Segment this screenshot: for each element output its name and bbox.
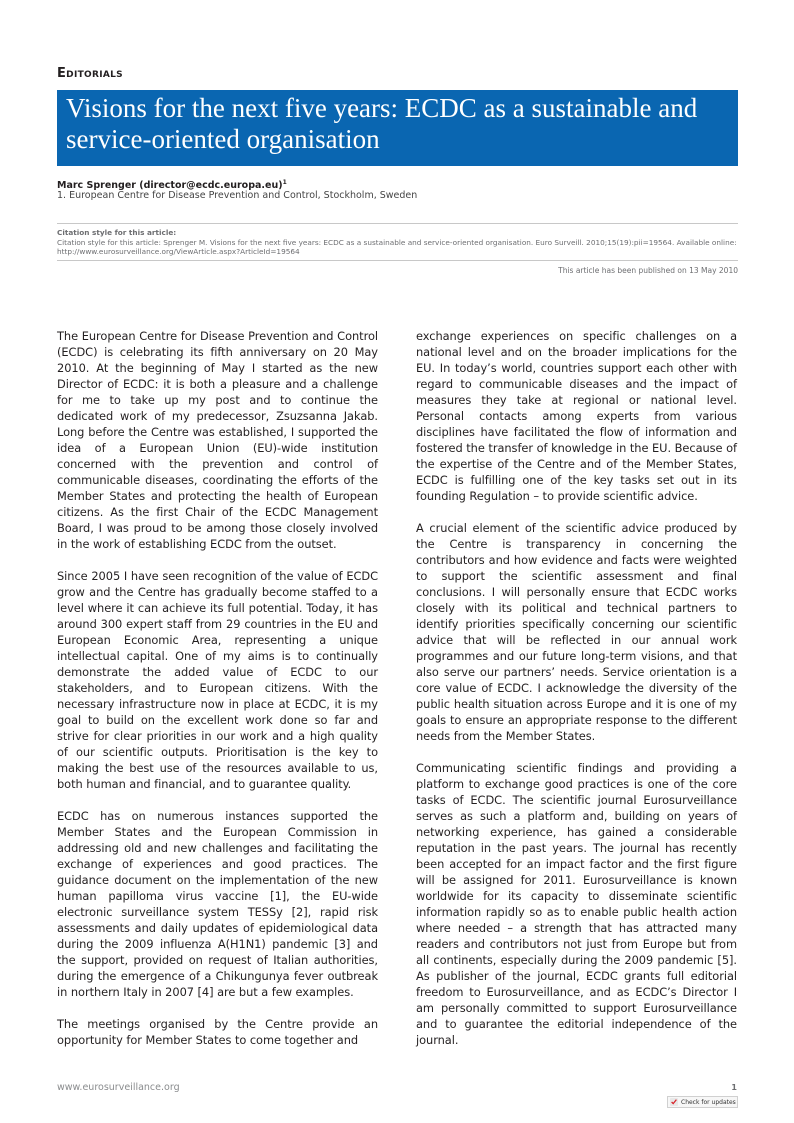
citation-block <box>57 228 738 257</box>
body-column-left <box>57 328 378 1064</box>
footer-url[interactable]: www.eurosurveillance.org <box>57 1082 180 1093</box>
body-column-right <box>416 328 737 1064</box>
paragraph: Since 2005 I have seen recognition of the value of ECDC grow and the Centre has gradually become staffed to a level where it can achieve its full potential. Today, it has around 300 expert staff from 29 countries in the EU and European Economic Area, representing a unique intellectual capital. One of my aims is to continually demonstrate the added value of ECDC to our stakeholders, and to European citizens. With the necessary infrastructure now in place at ECDC, it is my goal to build on the excellent work done so far and strive for clear priorities in our work and a high quality of our scientific outputs. Prioritisation is the key to making the best use of the resources available to us, both human and financial, and to guarantee quality. <box>57 569 378 791</box>
divider <box>57 223 738 224</box>
paragraph: The European Centre for Disease Prevention and Control (ECDC) is celebrating its fifth anniversary on 20 May 2010. At the beginning of May I started as the new Director of ECDC: it is both a pleasure and a challenge for me to take up my post and to continue the dedicated work of my predecessor, Zsuzsanna Jakab. Long before the Centre was established, I supported the idea of a European Union (EU)-wide institution concerned with the prevention and control of communicable diseases, coordinating the efforts of the Member States and protecting the health of European citizens. As the first Chair of the ECDC Management Board, I was proud to be among those closely involved in the work of establishing ECDC from the outset. <box>57 329 378 551</box>
author-affiliation-marker: 1 <box>282 179 287 186</box>
paragraph: The meetings organised by the Centre provide an opportunity for Member States to come together and <box>57 1017 378 1047</box>
title-banner <box>57 90 738 166</box>
page-number: 1 <box>731 1083 737 1092</box>
citation-heading: Citation style for this article: <box>57 228 177 237</box>
check-for-updates-button[interactable] <box>667 1096 738 1108</box>
author-affiliation: 1. European Centre for Disease Prevention and Control, Stockholm, Sweden <box>57 190 418 201</box>
paragraph: ECDC has on numerous instances supported the Member States and the European Commission in addressing old and new challenges and facilitating the exchange of experiences and good practices. The guidance document on the implementation of the new human papilloma virus vaccine [1], the EU-wide electronic surveillance system TESSy [2], rapid risk assessments and daily updates of epidemiological data during the 2009 influenza A(H1N1) pandemic [3] and the support, provided on request of Italian authorities, during the emergence of a Chikungunya fever outbreak in northern Italy in 2007 [4] are but a few examples. <box>57 809 378 999</box>
publication-date: This article has been published on 13 May 2010 <box>558 266 738 275</box>
citation-text: Citation style for this article: Sprenger M. Visions for the next five years: ECDC as a sustainable and service-oriented organisation. Euro Surveill. 2010;15(19):pii=19564. Available online: http://www.eurosurveillance.org/ViewArticle.aspx?ArticleId=19564 <box>57 237 737 256</box>
section-label: Editorials <box>57 66 123 81</box>
article-title: Visions for the next five years: ECDC as a sustainable and service-oriented organisation <box>66 93 698 154</box>
paragraph: Communicating scientific findings and providing a platform to exchange good practices is one of the core tasks of ECDC. The scientific journal Eurosurveillance serves as such a platform and, building on years of networking experience, has gained a considerable reputation in the past years. The journal has recently been accepted for an impact factor and the first figure will be assigned for 2011. Eurosurveillance is known worldwide for its capacity to disseminate scientific information rapidly so as to enable public health action where needed – a strength that has attracted many readers and contributors not just from Europe but from all continents, especially during the 2009 pandemic [5]. As publisher of the journal, ECDC grants full editorial freedom to Eurosurveillance, and as ECDC’s Director I am personally committed to support Eurosurveillance and to guarantee the editorial independence of the journal. <box>416 761 737 1047</box>
author-name: Marc Sprenger (director@ecdc.europa.eu) <box>57 180 283 192</box>
paragraph: exchange experiences on specific challenges on a national level and on the broader implications for the EU. In today’s world, countries support each other with regard to communicable diseases and the impact of measures they take at regional or national level. Personal contacts among experts from various disciplines have facilitated the flow of information and fostered the transfer of knowledge in the EU. Because of the expertise of the Centre and of the Member States, ECDC is fulfilling one of the key tasks set out in its founding Regulation – to provide scientific advice. <box>416 329 737 503</box>
check-for-updates-label: Check for updates <box>681 1098 736 1106</box>
divider <box>57 260 738 261</box>
paragraph: A crucial element of the scientific advice produced by the Centre is transparency in concerning the contributors and how evidence and facts were weighted to support the scientific assessment and final conclusions. I will personally ensure that ECDC works closely with its political and technical partners to identify priorities specifically concerning our scientific advice that will be reflected in our annual work programmes and our future long-term visions, and that also serve our partners’ needs. Service orientation is a core value of ECDC. I acknowledge the diversity of the public health situation across Europe and it is one of my goals to ensure an appropriate response to the different needs from the Member States. <box>416 521 737 743</box>
check-updates-icon <box>670 1098 678 1106</box>
